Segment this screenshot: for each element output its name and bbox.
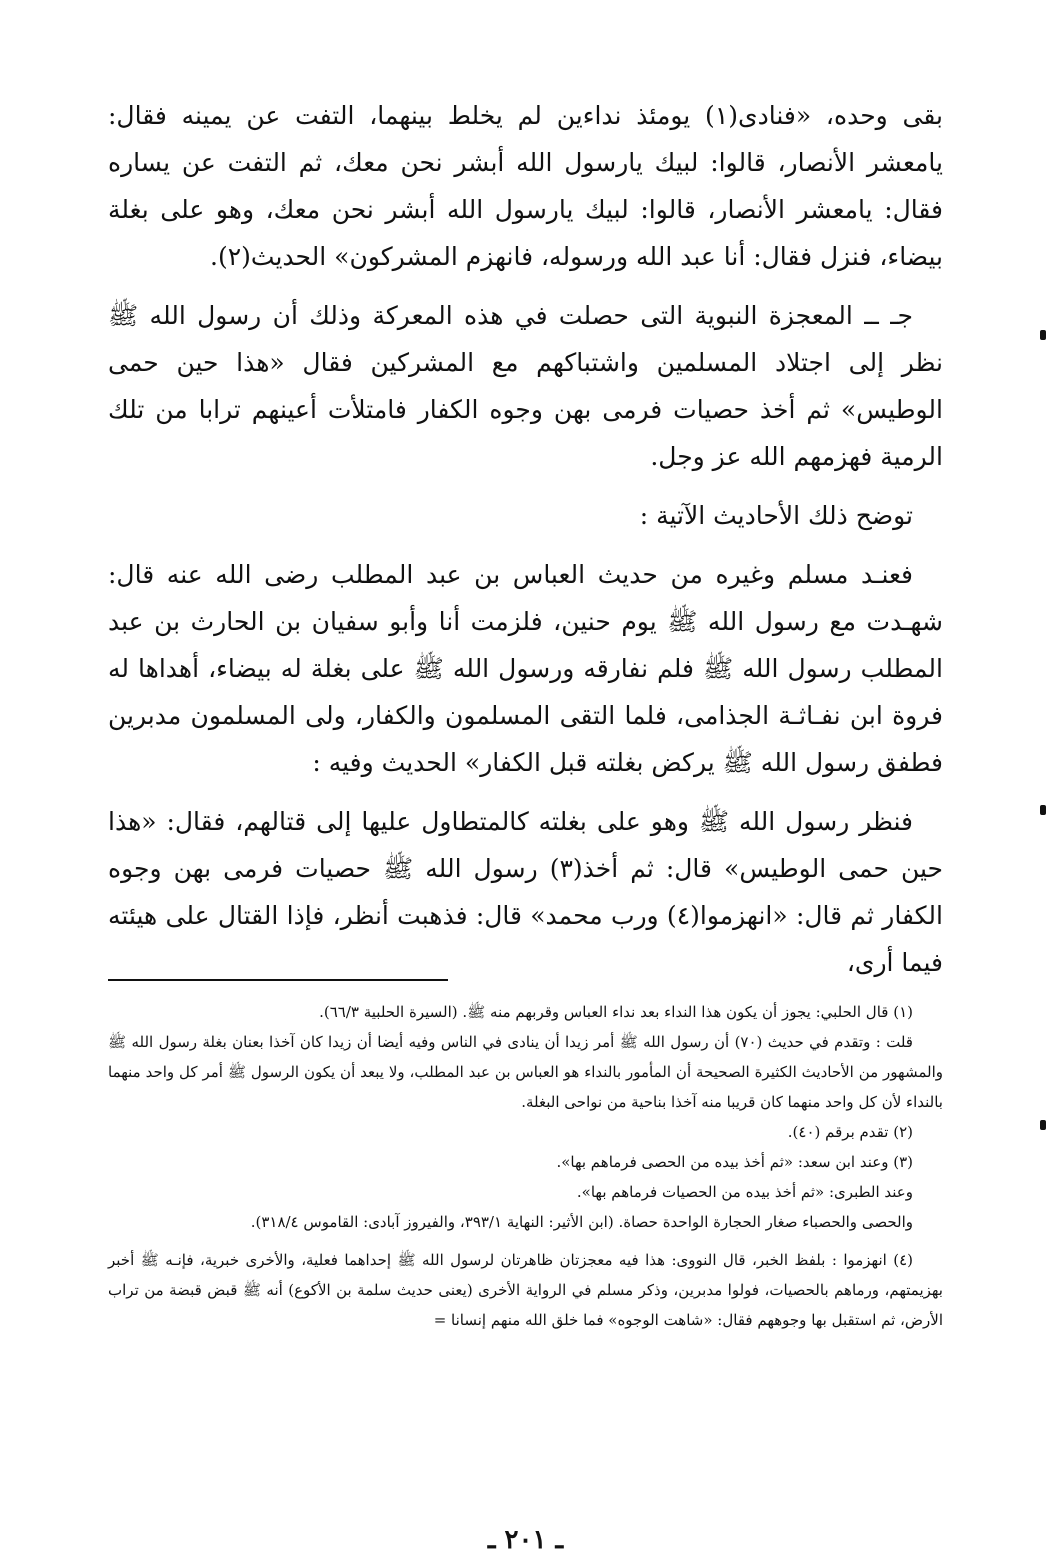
paragraph-5: فنظر رسول الله ﷺ وهو على بغلته كالمتطاول عليها إلى قتالهم، فقال: «هذا حين حمى الوطيس» قال: ثم أخذ(٣) رسول الله ﷺ حصيات فرمى بهن وجوه الكفار ثم قال: «انهزموا(٤) ورب محمد» قال: فذهبت أنظر، فإذا القتال على هيئته فيما أرى، (108, 807, 943, 977)
footnote-3-tabari: وعند الطبرى: «ثم أخذ بيده من الحصيات فرماهم بها». (576, 1183, 913, 1201)
footnote-1-note: قلت : وتقدم في حديث (٧٠) أن رسول الله ﷺ أمر زيدا أن ينادى في الناس وفيه أيضا أن زيدا كان آخذا بعنان بغلة رسول الله ﷺ والمشهور من الأحاديث الكثيرة الصحيحة أن المأمور بالنداء هو العباس بن عبد المطلب، ولا يبعد أن يكون الرسول ﷺ أمر كل واحد منهما بالنداء لأن كل واحد منهما كان قريبا منه آخذا بناحية من نواحى البغلة. (108, 1033, 943, 1111)
footnote-2: (٢) تقدم برقم (٤٠). (787, 1123, 913, 1141)
footnote-3-definition: والحصى والحصباء صغار الحجارة الواحدة حصاة. (ابن الأثير: النهاية ٣٩٣/١، والفيروز آبادى: القاموس ٣١٨/٤). (250, 1213, 913, 1231)
binding-mark (1040, 1120, 1046, 1130)
footnotes (108, 997, 943, 1335)
paragraph-3: توضح ذلك الأحاديث الآتية : (639, 501, 913, 530)
paragraph-2: جـ ــ المعجزة النبوية التى حصلت في هذه المعركة وذلك أن رسول الله ﷺ نظر إلى اجتلاد المسلمين واشتباكهم مع المشركين فقال «هذا حين حمى الوطيس» ثم أخذ حصيات فرمى بهن وجوه الكفار فامتلأت أعينهم ترابا من تلك الرمية فهزمهم الله عز وجل. (108, 301, 943, 471)
footnote-divider (108, 979, 448, 981)
paragraph-1: بقى وحده، «فنادى(١) يومئذ نداءين لم يخلط بينهما، التفت عن يمينه فقال: يامعشر الأنصار، قالوا: لبيك يارسول الله أبشر نحن معك، ثم التفت عن يساره فقال: يامعشر الأنصار، قالوا: لبيك يارسول الله أبشر نحن معك، وهو على بغلة بيضاء، فنزل فقال: أنا عبد الله ورسوله، فانهزم المشركون» الحديث(٢). (108, 101, 943, 271)
paragraph-4: فعنـد مسلم وغيره من حديث العباس بن عبد المطلب رضى الله عنه قال: شهـدت مع رسول الله ﷺ يوم حنين، فلزمت أنا وأبو سفيان بن الحارث بن عبد المطلب رسول الله ﷺ فلم نفارقه ورسول الله ﷺ على بغلة له بيضاء، أهداها له فروة ابن نفـاثـة الجذامى، فلما التقى المسلمون والكفار، ولى المسلمون مدبرين فطفق رسول الله ﷺ يركض بغلته قبل الكفار» الحديث وفيه : (108, 560, 943, 777)
main-text (108, 92, 943, 986)
book-page (108, 92, 943, 1555)
footnote-1: (١) قال الحلبي: يجوز أن يكون هذا النداء بعد نداء العباس وقربهم منه ﷺ. (السيرة الحلبية ٦٦/٣). (319, 1003, 913, 1021)
binding-mark (1040, 805, 1046, 815)
binding-mark (1040, 330, 1046, 340)
footnote-4: (٤) انهزموا : بلفظ الخبر، قال النووى: هذا فيه معجزتان ظاهرتان لرسول الله ﷺ إحداهما فعلية، والأخرى خبرية، فإنـه ﷺ أخبر بهزيمتهم، ورماهم بالحصيات، فولوا مدبرين، وذكر مسلم في الرواية الأخرى (يعنى حديث سلمة بن الأكوع) أنه ﷺ قبض قبضة من تراب الأرض، ثم استقبل بها وجوههم فقال: «شاهت الوجوه» فما خلق الله منهم إنسانا = (108, 1251, 943, 1329)
footnote-3: (٣) وعند ابن سعد: «ثم أخذ بيده من الحصى فرماهم بها». (556, 1153, 913, 1171)
page-number: ـ ٢٠١ ـ (487, 1525, 564, 1555)
